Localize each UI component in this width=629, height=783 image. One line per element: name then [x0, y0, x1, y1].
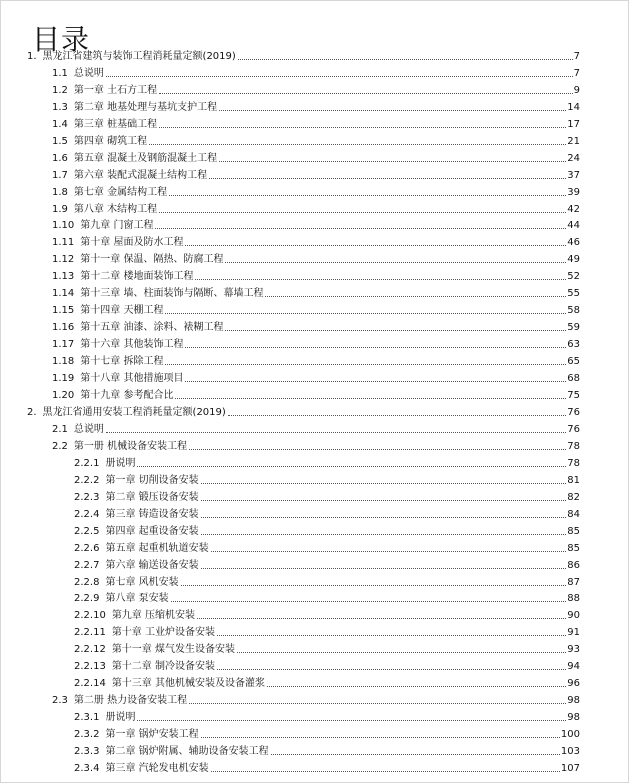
toc-entry[interactable] — [0, 334, 629, 351]
toc-entry-number: 1.3 — [52, 101, 68, 113]
toc-entry-page-number: 98 — [567, 695, 580, 707]
toc-dot-leader — [201, 534, 567, 535]
toc-dot-leader — [159, 93, 573, 94]
toc-entry-title: 第十章 工业炉设备安装 — [111, 627, 215, 639]
toc-entry[interactable] — [0, 504, 629, 521]
toc-entry-number: 2.2.2 — [74, 474, 100, 486]
toc-dot-leader — [225, 262, 566, 263]
toc-entry-title: 第四章 砌筑工程 — [73, 135, 148, 147]
toc-entry-number: 1.13 — [52, 271, 75, 283]
toc-dot-leader — [149, 144, 566, 145]
toc-entry-title: 第九章 压缩机安装 — [111, 610, 195, 622]
toc-entry-page-number: 87 — [567, 576, 580, 588]
toc-entry[interactable] — [0, 266, 629, 283]
toc-entry-title: 第三章 铸造设备安装 — [105, 508, 199, 520]
toc-dot-leader — [271, 754, 560, 755]
toc-dot-leader — [106, 432, 566, 433]
toc-entry[interactable] — [0, 131, 629, 148]
toc-entry-page-number: 94 — [567, 661, 580, 673]
toc-entry-page-number: 52 — [567, 271, 580, 283]
toc-entry-page-number: 42 — [567, 203, 580, 215]
toc-dot-leader — [197, 618, 566, 619]
toc-entry-title: 第十四章 天棚工程 — [80, 305, 164, 317]
toc-entry-title: 第十二章 楼地面装饰工程 — [80, 271, 194, 283]
toc-entry-page-number: 91 — [567, 627, 580, 639]
toc-dot-leader — [211, 551, 567, 552]
toc-entry[interactable] — [0, 656, 629, 673]
toc-entry-title: 册说明 — [105, 457, 136, 469]
toc-entry-page-number: 17 — [567, 118, 580, 130]
toc-entry[interactable] — [0, 351, 629, 368]
toc-dot-leader — [189, 703, 566, 704]
toc-entry-page-number: 24 — [567, 152, 580, 164]
toc-entry[interactable] — [0, 385, 629, 402]
toc-dot-leader — [185, 347, 566, 348]
toc-entry-number: 2.2.10 — [74, 610, 106, 622]
toc-entry[interactable] — [0, 538, 629, 555]
toc-entry-number: 2.2.12 — [74, 644, 106, 656]
toc-dot-leader — [155, 228, 566, 229]
toc-entry-page-number: 46 — [567, 237, 580, 249]
toc-dot-leader — [237, 652, 566, 653]
toc-entry[interactable] — [0, 707, 629, 724]
toc-entry[interactable] — [0, 97, 629, 114]
toc-entry-page-number: 9 — [573, 84, 580, 96]
toc-entry-page-number: 65 — [567, 356, 580, 368]
toc-entry-number: 1.8 — [52, 186, 68, 198]
toc-dot-leader — [217, 635, 566, 636]
toc-entry[interactable] — [0, 317, 629, 334]
toc-entry-page-number: 14 — [567, 101, 580, 113]
toc-entry-page-number: 68 — [567, 373, 580, 385]
toc-dot-leader — [137, 720, 566, 721]
toc-entry-title: 第三章 桩基础工程 — [73, 118, 158, 130]
toc-entry-number: 2.3.1 — [74, 712, 100, 724]
toc-entry-number: 2.2.13 — [74, 661, 106, 673]
toc-entry[interactable] — [0, 589, 629, 606]
toc-entry-title: 第一章 切削设备安装 — [105, 474, 199, 486]
toc-entry-page-number: 107 — [560, 762, 580, 774]
toc-entry-title: 第七章 风机安装 — [105, 576, 179, 588]
toc-entry-number: 2.3.3 — [74, 746, 100, 758]
toc-entry[interactable] — [0, 114, 629, 131]
toc-dot-leader — [189, 449, 566, 450]
toc-entry[interactable] — [0, 436, 629, 453]
toc-entry[interactable] — [0, 419, 629, 436]
toc-entry[interactable] — [0, 470, 629, 487]
toc-entry[interactable] — [0, 368, 629, 385]
toc-entry-title: 第十二章 制冷设备安装 — [111, 661, 215, 673]
toc-entry-title: 第十七章 拆除工程 — [80, 356, 164, 368]
toc-dot-leader — [225, 330, 566, 331]
toc-entry-title: 第二章 地基处理与基坑支护工程 — [73, 101, 218, 113]
toc-entry-page-number: 84 — [567, 508, 580, 520]
toc-dot-leader — [201, 568, 567, 569]
toc-entry[interactable] — [0, 758, 629, 775]
toc-entry-number: 1.11 — [52, 237, 75, 249]
toc-entry-page-number: 7 — [573, 50, 580, 62]
toc-entry-title: 总说明 — [73, 67, 104, 79]
toc-entry-page-number: 76 — [567, 406, 580, 418]
toc-entry-page-number: 78 — [567, 440, 580, 452]
toc-entry-page-number: 98 — [567, 712, 580, 724]
toc-entry[interactable] — [0, 249, 629, 266]
toc-entry-title: 第一章 锅炉安装工程 — [105, 729, 199, 741]
toc-dot-leader — [267, 686, 566, 687]
toc-title: 目录 — [32, 22, 91, 56]
toc-entry-title: 第五章 混凝土及钢筋混凝土工程 — [73, 152, 218, 164]
toc-entry-title: 第十一章 保温、隔热、防腐工程 — [80, 254, 224, 266]
toc-entry[interactable] — [0, 521, 629, 538]
toc-entry-number: 1.15 — [52, 305, 75, 317]
toc-entry-title: 第十三章 墙、柱面装饰与隔断、幕墙工程 — [80, 288, 264, 300]
toc-entry-number: 1.18 — [52, 356, 75, 368]
toc-dot-leader — [238, 59, 573, 60]
toc-entry[interactable] — [0, 199, 629, 216]
toc-entry-page-number: 93 — [567, 644, 580, 656]
toc-entry[interactable] — [0, 80, 629, 97]
toc-dot-leader — [169, 195, 566, 196]
toc-dot-leader — [201, 737, 560, 738]
toc-dot-leader — [159, 212, 566, 213]
toc-dot-leader — [219, 161, 566, 162]
toc-entry-page-number: 100 — [560, 729, 580, 741]
toc-entry-number: 2.3.2 — [74, 729, 100, 741]
toc-entry-title: 第二章 锻压设备安装 — [105, 491, 199, 503]
toc-entry[interactable] — [0, 555, 629, 572]
toc-entry[interactable] — [0, 232, 629, 249]
toc-entry-title: 第二章 锅炉附属、辅助设备安装工程 — [105, 746, 269, 758]
toc-entry[interactable] — [0, 216, 629, 233]
toc-entry-number: 2.2 — [52, 440, 68, 452]
toc-entry[interactable] — [0, 673, 629, 690]
toc-entry[interactable] — [0, 639, 629, 656]
toc-entry-page-number: 75 — [567, 390, 580, 402]
toc-entry-title: 册说明 — [105, 712, 136, 724]
toc-entry-title: 第七章 金属结构工程 — [73, 186, 168, 198]
toc-dot-leader — [201, 517, 567, 518]
toc-entry-number: 1.7 — [52, 169, 68, 181]
toc-entry-number: 1.14 — [52, 288, 75, 300]
toc-entry-page-number: 7 — [573, 67, 580, 79]
toc-entry-title: 第十一章 煤气发生设备安装 — [111, 644, 235, 656]
toc-entry-page-number: 49 — [567, 254, 580, 266]
toc-entry-number: 2.3 — [52, 695, 68, 707]
toc-entry-number: 1.12 — [52, 254, 75, 266]
toc-entry-number: 2.2.8 — [74, 576, 100, 588]
toc-entry-page-number: 39 — [567, 186, 580, 198]
toc-dot-leader — [137, 466, 566, 467]
toc-dot-leader — [219, 110, 566, 111]
toc-entry-page-number: 76 — [567, 423, 580, 435]
toc-entry-number: 2. — [27, 406, 37, 418]
toc-entry[interactable] — [0, 453, 629, 470]
toc-entry-number: 2.2.5 — [74, 525, 100, 537]
toc-dot-leader — [217, 669, 566, 670]
toc-entry[interactable] — [0, 148, 629, 165]
toc-entry-number: 1.19 — [52, 373, 75, 385]
toc-entry-title: 黑龙江省通用安装工程消耗量定额(2019) — [42, 406, 226, 418]
toc-entry[interactable] — [0, 741, 629, 758]
toc-entry[interactable] — [0, 622, 629, 639]
toc-entry-title: 第五章 起重机轨道安装 — [105, 542, 209, 554]
toc-entry-page-number: 82 — [567, 491, 580, 503]
toc-entry-page-number: 85 — [567, 525, 580, 537]
toc-entry-title: 第九章 门窗工程 — [80, 220, 154, 232]
toc-dot-leader — [171, 601, 567, 602]
toc-dot-leader — [185, 245, 566, 246]
toc-entry-title: 总说明 — [73, 423, 104, 435]
toc-entry-number: 1.9 — [52, 203, 68, 215]
toc-entry[interactable] — [0, 165, 629, 182]
toc-entry[interactable] — [0, 300, 629, 317]
toc-dot-leader — [201, 483, 567, 484]
toc-dot-leader — [211, 771, 560, 772]
toc-entry-number: 1.1 — [52, 67, 68, 79]
toc-entry-number: 2.2.4 — [74, 508, 100, 520]
toc-entry[interactable] — [0, 63, 629, 80]
toc-entry-title: 第六章 装配式混凝土结构工程 — [73, 169, 208, 181]
toc-entry-number: 2.2.11 — [74, 627, 106, 639]
toc-entry-number: 1.4 — [52, 118, 68, 130]
toc-dot-leader — [209, 178, 566, 179]
toc-entry-number: 2.2.7 — [74, 559, 100, 571]
toc-dot-leader — [181, 585, 567, 586]
toc-entry-number: 2.2.9 — [74, 593, 100, 605]
toc-entry-page-number: 59 — [567, 322, 580, 334]
toc-entry-page-number: 44 — [567, 220, 580, 232]
toc-entry-number: 1.6 — [52, 152, 68, 164]
toc-entry-title: 第六章 输送设备安装 — [105, 559, 199, 571]
toc-entry-page-number: 81 — [567, 474, 580, 486]
toc-entry-title: 第十八章 其他措施项目 — [80, 373, 184, 385]
toc-entry-title: 第十六章 其他装饰工程 — [80, 339, 184, 351]
toc-entry[interactable] — [0, 605, 629, 622]
toc-dot-leader — [159, 127, 566, 128]
toc-entry-title: 第一章 土石方工程 — [73, 84, 158, 96]
toc-entry-page-number: 103 — [560, 746, 580, 758]
toc-entry[interactable] — [0, 690, 629, 707]
toc-dot-leader — [228, 415, 566, 416]
toc-entry[interactable] — [0, 402, 629, 419]
toc-entry-title: 第四章 起重设备安装 — [105, 525, 199, 537]
toc-dot-leader — [185, 381, 566, 382]
toc-entry-page-number: 58 — [567, 305, 580, 317]
table-of-contents — [0, 46, 629, 775]
toc-entry-page-number: 85 — [567, 542, 580, 554]
toc-entry[interactable] — [0, 182, 629, 199]
toc-entry-title: 第三章 汽轮发电机安装 — [105, 762, 209, 774]
toc-entry-title: 第八章 泵安装 — [105, 593, 169, 605]
toc-entry-page-number: 90 — [567, 610, 580, 622]
toc-entry-title: 第一册 机械设备安装工程 — [73, 440, 188, 452]
toc-entry-number: 2.3.4 — [74, 762, 100, 774]
toc-entry-number: 2.1 — [52, 423, 68, 435]
toc-entry-title: 第十九章 参考配合比 — [80, 390, 174, 402]
toc-dot-leader — [165, 313, 566, 314]
toc-entry-title: 第八章 木结构工程 — [73, 203, 158, 215]
toc-entry-page-number: 86 — [567, 559, 580, 571]
toc-entry-number: 1.5 — [52, 135, 68, 147]
toc-entry-title: 第十三章 其他机械安装及设备灌浆 — [111, 678, 265, 690]
toc-dot-leader — [106, 76, 573, 77]
toc-entry-number: 2.2.14 — [74, 678, 106, 690]
toc-dot-leader — [175, 398, 566, 399]
toc-entry-number: 1.20 — [52, 390, 75, 402]
toc-dot-leader — [195, 279, 566, 280]
toc-entry[interactable] — [0, 724, 629, 741]
toc-dot-leader — [201, 500, 567, 501]
toc-entry-number: 1.16 — [52, 322, 75, 334]
toc-entry-page-number: 63 — [567, 339, 580, 351]
toc-entry[interactable] — [0, 283, 629, 300]
toc-entry-title: 第十章 屋面及防水工程 — [80, 237, 184, 249]
toc-entry[interactable] — [0, 46, 629, 63]
toc-entry[interactable] — [0, 487, 629, 504]
toc-entry[interactable] — [0, 572, 629, 589]
toc-entry-number: 1.10 — [52, 220, 75, 232]
toc-dot-leader — [165, 364, 566, 365]
toc-entry-page-number: 96 — [567, 678, 580, 690]
toc-entry-number: 2.2.1 — [74, 457, 100, 469]
toc-entry-page-number: 21 — [567, 135, 580, 147]
toc-entry-page-number: 55 — [567, 288, 580, 300]
toc-entry-number: 2.2.6 — [74, 542, 100, 554]
toc-entry-title: 第十五章 油漆、涂料、裱糊工程 — [80, 322, 224, 334]
toc-entry-number: 1.17 — [52, 339, 75, 351]
toc-entry-page-number: 78 — [567, 457, 580, 469]
toc-entry-page-number: 88 — [567, 593, 580, 605]
toc-entry-number: 2.2.3 — [74, 491, 100, 503]
toc-entry-number: 1. — [27, 50, 37, 62]
toc-entry-number: 1.2 — [52, 84, 68, 96]
toc-dot-leader — [265, 296, 566, 297]
toc-entry-page-number: 37 — [567, 169, 580, 181]
toc-entry-title: 黑龙江省建筑与装饰工程消耗量定额(2019) — [42, 50, 236, 62]
toc-entry-title: 第二册 热力设备安装工程 — [73, 695, 188, 707]
